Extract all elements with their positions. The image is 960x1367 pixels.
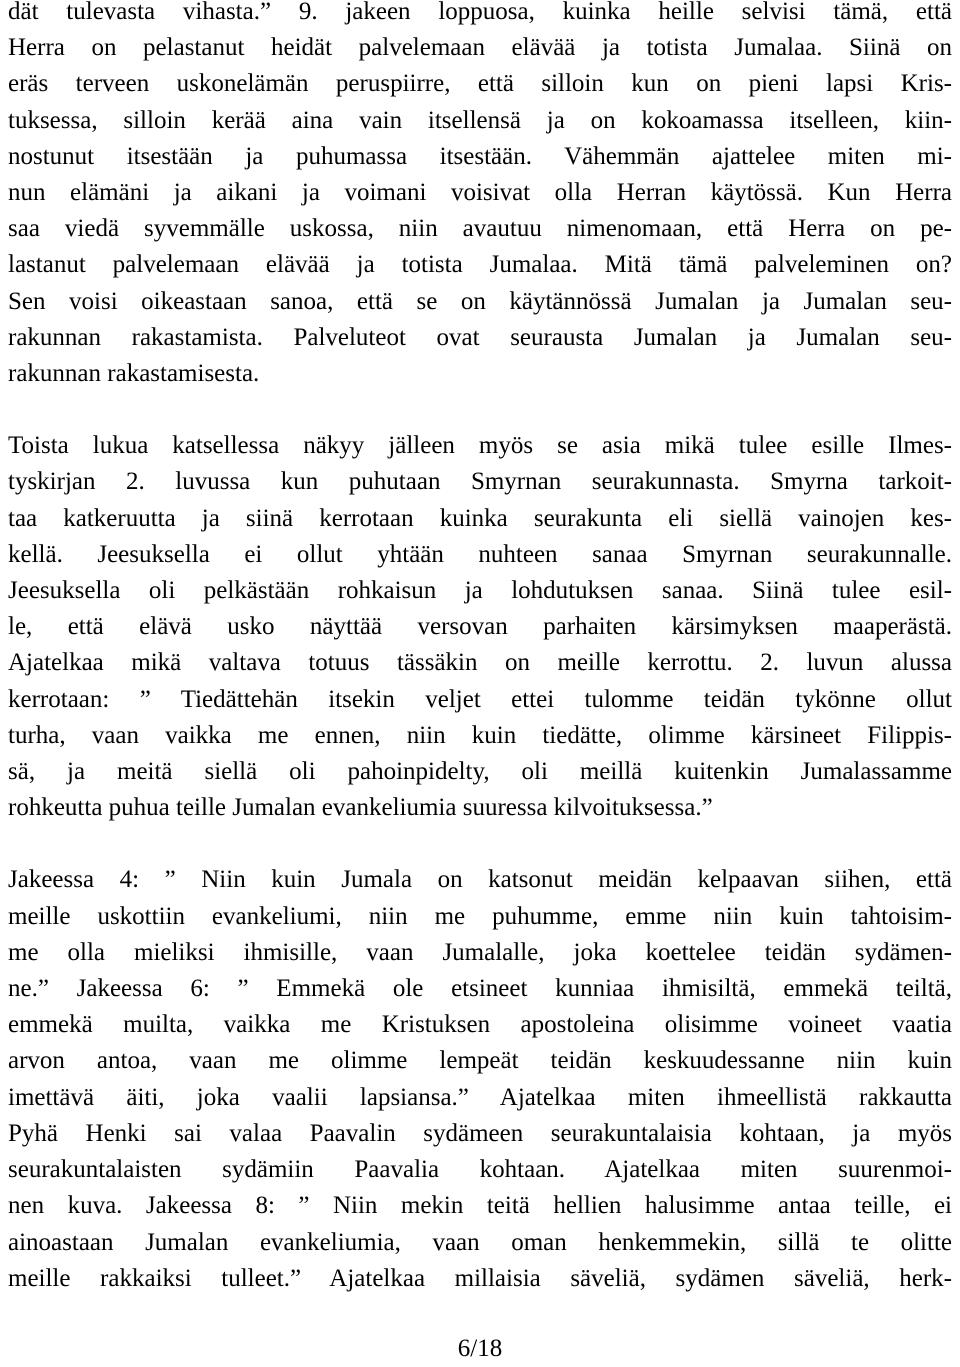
text-line: dät tulevasta vihasta.” 9. jakeen loppuosa, kuinka heille selvisi tämä, että xyxy=(8,0,952,25)
text-line: rakunnan rakastamisesta. xyxy=(8,360,260,388)
text-line: saa viedä syvemmälle uskossa, niin avautuu nimenomaan, että Herra on pe- xyxy=(8,215,952,243)
text-line: seurakuntalaisten sydämiin Paavalia kohtaan. Ajatelkaa miten suurenmoi- xyxy=(8,1156,952,1184)
text-line: ainoastaan Jumalan evankeliumia, vaan oman henkemmekin, sillä te olitte xyxy=(8,1228,952,1256)
text-line: tuksessa, silloin kerää aina vain itsellensä ja on kokoamassa itselleen, kiin- xyxy=(8,106,952,134)
text-line: emmekä muilta, vaikka me Kristuksen apostoleina olisimme voineet vaatia xyxy=(8,1011,952,1039)
text-line: Ajatelkaa mikä valtava totuus tässäkin on meille kerrottu. 2. luvun alussa xyxy=(8,649,952,677)
text-line: me olla mieliksi ihmisille, vaan Jumalalle, joka koettelee teidän sydämen- xyxy=(8,938,952,966)
page-number: 6/18 xyxy=(457,1335,503,1362)
text-line: tyskirjan 2. luvussa kun puhutaan Smyrnan seurakunnasta. Smyrna tarkoit- xyxy=(8,468,952,496)
text-line: rohkeutta puhua teille Jumalan evankeliumia suuressa kilvoituksessa.” xyxy=(8,794,713,822)
paragraph-serving-god xyxy=(8,0,952,392)
text-line: taa katkeruutta ja siinä kerrotaan kuinka seurakunta eli siellä vainojen kes- xyxy=(8,504,952,532)
text-line: ne.” Jakeessa 6: ” Emmekä ole etsineet kunniaa ihmisiltä, emmekä teiltä, xyxy=(8,975,952,1003)
text-line: rakunnan rakastamista. Palveluteot ovat seurausta Jumalan ja Jumalan seu- xyxy=(8,323,952,351)
text-line: nen kuva. Jakeessa 8: ” Niin mekin teitä hellien halusimme antaa teille, ei xyxy=(8,1192,952,1220)
text-line: kellä. Jeesuksella ei ollut yhtään nuhteen sanaa Smyrnan seurakunnalle. xyxy=(8,540,952,568)
text-line: Sen voisi oikeastaan sanoa, että se on käytännössä Jumalan ja Jumalan seu- xyxy=(8,287,952,315)
text-line: eräs terveen uskonelämän peruspiirre, että silloin kun on pieni lapsi Kris- xyxy=(8,70,952,98)
text-line: imettävä äiti, joka vaalii lapsiansa.” Ajatelkaa miten ihmeellistä rakkautta xyxy=(8,1083,952,1111)
text-line: sä, ja meitä siellä oli pahoinpidelty, oli meillä kuitenkin Jumalassamme xyxy=(8,758,952,786)
text-line: meille rakkaiksi tulleet.” Ajatelkaa millaisia säveliä, sydämen säveliä, herk- xyxy=(8,1264,952,1292)
document-page xyxy=(8,0,952,1333)
text-line: nostunut itsestään ja puhumassa itsestään. Vähemmän ajattelee miten mi- xyxy=(8,142,952,170)
text-line: arvon antoa, vaan me olimme lempeät teidän keskuudessanne niin kuin xyxy=(8,1047,952,1075)
text-line: Pyhä Henki sai valaa Paavalin sydämeen seurakuntalaisia kohtaan, ja myös xyxy=(8,1119,952,1147)
text-line: kerrotaan: ” Tiedättehän itsekin veljet ettei tulomme teidän tykönne ollut xyxy=(8,685,952,713)
paragraph-verses xyxy=(8,862,952,1296)
text-line: meille uskottiin evankeliumi, niin me puhumme, emme niin kuin tahtoisim- xyxy=(8,902,952,930)
text-line: lastanut palvelemaan elävää ja totista Jumalaa. Mitä tämä palveleminen on? xyxy=(8,251,952,279)
paragraph-second-chapter xyxy=(8,428,952,826)
text-line: Jeesuksella oli pelkästään rohkaisun ja lohdutuksen sanaa. Siinä tulee esil- xyxy=(8,577,952,605)
text-line: nun elämäni ja aikani ja voimani voisivat olla Herran käytössä. Kun Herra xyxy=(8,179,952,207)
text-line: turha, vaan vaikka me ennen, niin kuin tiedätte, olimme kärsineet Filippis- xyxy=(8,721,952,749)
text-line: Herra on pelastanut heidät palvelemaan elävää ja totista Jumalaa. Siinä on xyxy=(8,34,952,62)
text-line: le, että elävä usko näyttää versovan parhaiten kärsimyksen maaperästä. xyxy=(8,613,952,641)
text-line: Jakeessa 4: ” Niin kuin Jumala on katsonut meidän kelpaavan siihen, että xyxy=(8,866,952,894)
text-line: Toista lukua katsellessa näkyy jälleen myös se asia mikä tulee esille Ilmes- xyxy=(8,432,952,460)
